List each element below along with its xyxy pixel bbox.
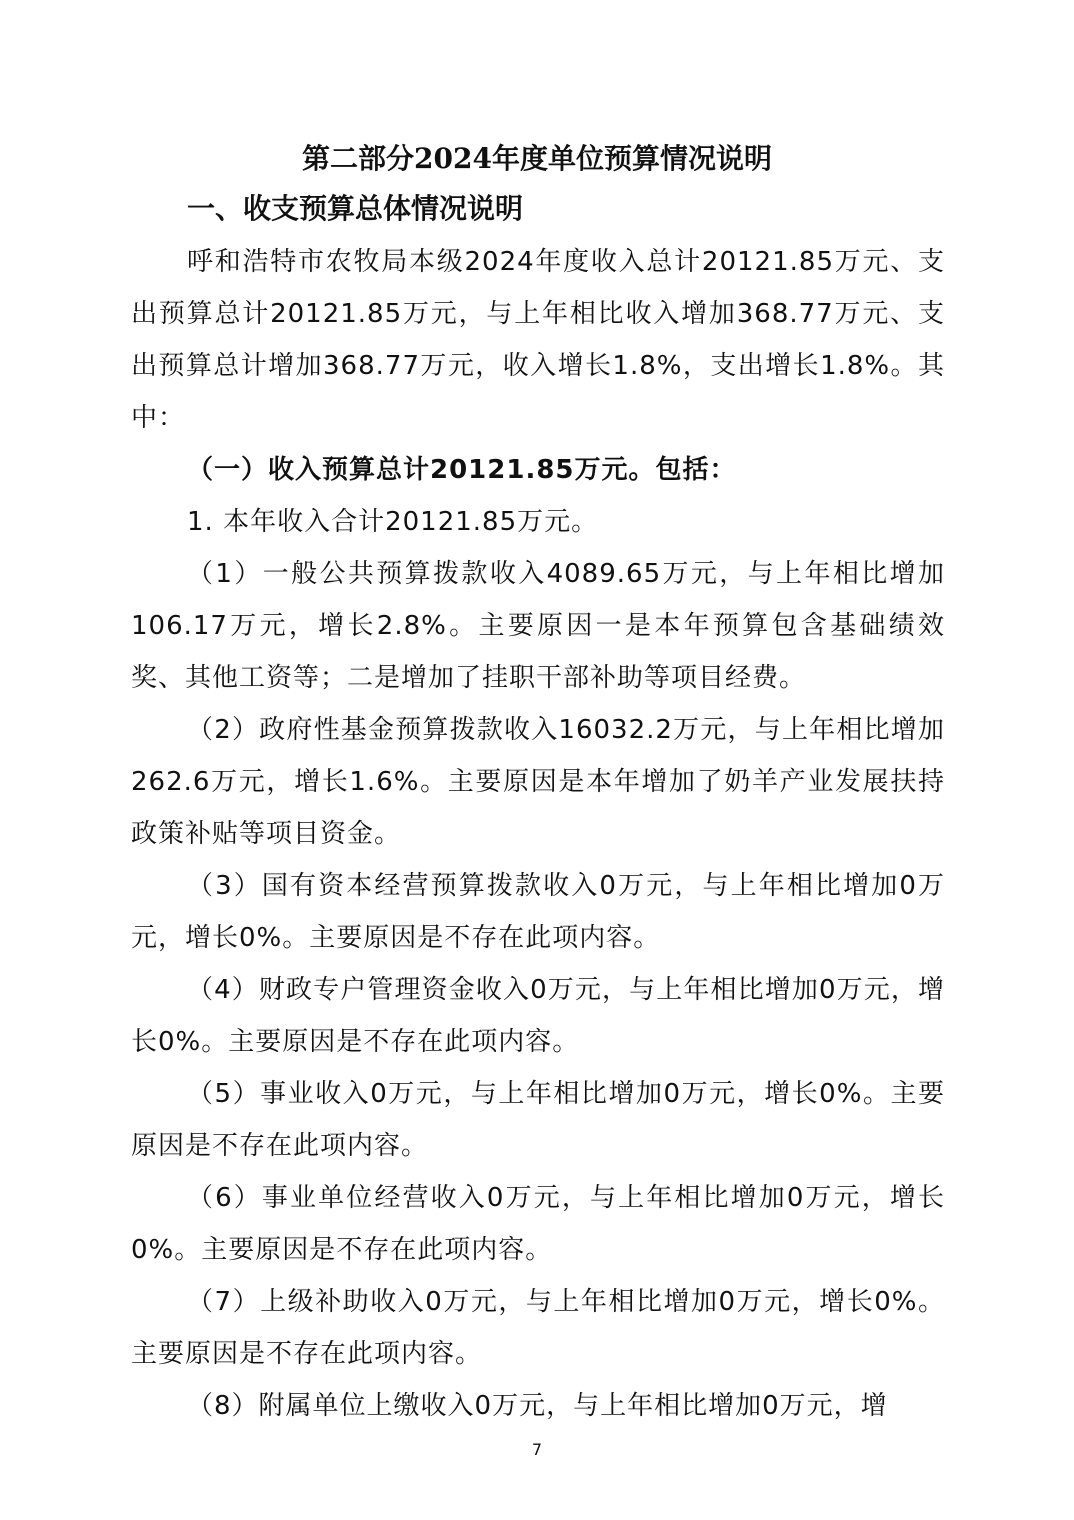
paragraph-item-3: （3）国有资本经营预算拨款收入0万元，与上年相比增加0万元，增长0%。主要原因是不存在此项内容。 bbox=[131, 871, 945, 953]
paragraph-item-7: （7）上级补助收入0万元，与上年相比增加0万元，增长0%。主要原因是不存在此项内容。 bbox=[131, 1287, 945, 1369]
paragraph-item-8: （8）附属单位上缴收入0万元，与上年相比增加0万元，增 bbox=[187, 1391, 888, 1421]
paragraph-item-5: （5）事业收入0万元，与上年相比增加0万元，增长0%。主要原因是不存在此项内容。 bbox=[131, 1079, 945, 1161]
paragraph-overview: 呼和浩特市农牧局本级2024年度收入总计20121.85万元、支出预算总计20121.85万元，与上年相比收入增加368.77万元、支出预算总计增加368.77万元，收入增长1.8%，支出增长1.8%。其中： bbox=[131, 247, 945, 433]
paragraph-item-6: （6）事业单位经营收入0万元，与上年相比增加0万元，增长0%。主要原因是不存在此项内容。 bbox=[131, 1183, 945, 1265]
paragraph-item-2: （2）政府性基金预算拨款收入16032.2万元，与上年相比增加262.6万元，增长1.6%。主要原因是本年增加了奶羊产业发展扶持政策补贴等项目资金。 bbox=[131, 715, 945, 849]
document-title: 第二部分2024年度单位预算情况说明 bbox=[302, 142, 772, 175]
paragraph-item-4: （4）财政专户管理资金收入0万元，与上年相比增加0万元，增长0%。主要原因是不存在此项内容。 bbox=[131, 975, 945, 1057]
paragraph-income-total: 1. 本年收入合计20121.85万元。 bbox=[187, 507, 599, 537]
section-heading: 一、收支预算总体情况说明 bbox=[187, 192, 524, 225]
page-number: 7 bbox=[531, 1440, 543, 1459]
document-body bbox=[131, 236, 945, 1432]
paragraph-item-1: （1）一般公共预算拨款收入4089.65万元，与上年相比增加106.17万元，增长2.8%。主要原因一是本年预算包含基础绩效奖、其他工资等；二是增加了挂职干部补助等项目经费。 bbox=[131, 559, 945, 693]
paragraph-income-heading: （一）收入预算总计20121.85万元。包括： bbox=[187, 455, 737, 485]
